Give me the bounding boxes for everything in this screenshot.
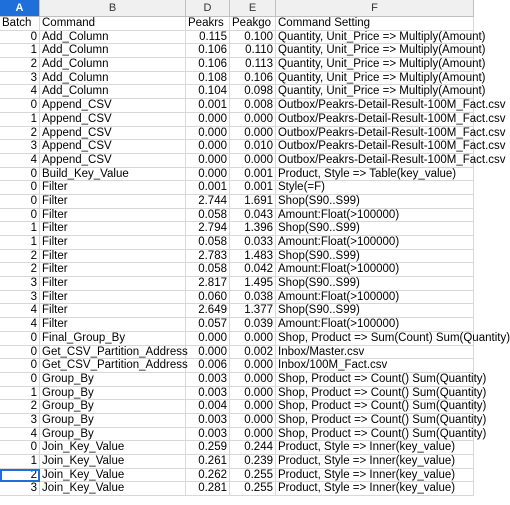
cell-peakgo[interactable]: 1.495 xyxy=(230,277,276,291)
cell-peakrs[interactable]: 0.057 xyxy=(186,318,230,332)
cell-command[interactable]: Filter xyxy=(40,181,186,195)
table-row xyxy=(0,346,474,360)
cell-batch[interactable]: 2 xyxy=(0,400,40,414)
cell-command[interactable]: Filter xyxy=(40,209,186,223)
cell-command-setting[interactable]: Amount:Float(>100000) xyxy=(276,263,474,277)
cell-batch[interactable]: 3 xyxy=(0,291,40,305)
header-row xyxy=(0,17,474,31)
cell-peakrs[interactable]: 2.783 xyxy=(186,250,230,264)
cell-peakrs[interactable]: 0.000 xyxy=(186,346,230,360)
cell-peakgo[interactable]: 0.000 xyxy=(230,400,276,414)
cell-command[interactable]: Join_Key_Value xyxy=(40,441,186,455)
table-row xyxy=(0,277,474,291)
table-row xyxy=(0,441,474,455)
cell-peakrs[interactable]: 0.000 xyxy=(186,127,230,141)
cell-peakgo[interactable]: 0.239 xyxy=(230,455,276,469)
cell-batch[interactable]: 0 xyxy=(0,346,40,360)
cell-command-setting[interactable]: Outbox/Peakrs-Detail-Result-100M_Fact.csv xyxy=(278,99,506,112)
cell-header-command[interactable]: Command xyxy=(40,17,186,31)
cell-command[interactable]: Get_CSV_Partition_Address xyxy=(42,345,188,358)
cell-peakrs[interactable]: 0.006 xyxy=(186,359,230,373)
cell-batch[interactable]: 4 xyxy=(0,428,40,442)
table-row xyxy=(0,112,506,127)
cell-command[interactable]: Filter xyxy=(40,304,186,318)
table-row xyxy=(0,400,487,414)
cell-command-setting[interactable]: Inbox/100M_Fact.csv xyxy=(276,359,474,373)
cell-batch[interactable]: 2 xyxy=(0,263,40,277)
cell-peakgo[interactable]: 0.000 xyxy=(230,359,276,373)
cell-peakrs[interactable]: 0.259 xyxy=(186,441,230,455)
cell-command-setting[interactable]: Quantity, Unit_Price => Multiply(Amount) xyxy=(278,58,486,71)
cell-command[interactable]: Filter xyxy=(40,195,186,209)
cell-command[interactable]: Filter xyxy=(40,250,186,264)
table-row xyxy=(0,181,474,195)
cell-peakrs[interactable]: 0.000 xyxy=(186,154,230,168)
cell-command-setting[interactable]: Shop, Product => Count() Sum(Quantity) xyxy=(278,400,487,413)
cell-command[interactable]: Group_By xyxy=(40,428,186,442)
table-row xyxy=(0,455,474,469)
cell-peakgo[interactable]: 1.691 xyxy=(230,195,276,209)
cell-command-setting[interactable]: Shop, Product => Count() Sum(Quantity) xyxy=(278,427,487,440)
cell-command-setting[interactable]: Shop, Product => Count() Sum(Quantity) xyxy=(278,372,487,385)
cell-peakgo[interactable]: 0.001 xyxy=(230,181,276,195)
cell-command-setting[interactable]: Outbox/Peakrs-Detail-Result-100M_Fact.csv xyxy=(278,112,506,125)
cell-batch[interactable]: 0 xyxy=(0,195,40,209)
cell-command[interactable]: Build_Key_Value xyxy=(40,168,186,182)
cell-command-setting[interactable]: Outbox/Peakrs-Detail-Result-100M_Fact.csv xyxy=(278,126,506,139)
cell-command[interactable]: Append_CSV xyxy=(40,140,186,154)
cell-batch[interactable]: 1 xyxy=(0,455,40,469)
cell-batch[interactable]: 3 xyxy=(0,140,40,154)
cell-command-setting[interactable]: Product, Style => Inner(key_value) xyxy=(276,482,474,496)
cell-peakrs[interactable]: 0.001 xyxy=(186,181,230,195)
cell-peakrs[interactable]: 0.003 xyxy=(186,428,230,442)
column-header-bar xyxy=(0,0,474,17)
cell-peakrs[interactable]: 0.108 xyxy=(186,72,230,86)
cell-peakrs[interactable]: 0.106 xyxy=(186,58,230,72)
cell-peakgo[interactable]: 0.106 xyxy=(230,72,276,86)
cell-command-setting[interactable]: Quantity, Unit_Price => Multiply(Amount) xyxy=(278,30,486,43)
cell-command-setting[interactable]: Shop(S90..S99) xyxy=(276,304,474,318)
cell-command-setting[interactable]: Shop(S90..S99) xyxy=(276,250,474,264)
cell-peakgo[interactable]: 0.000 xyxy=(230,373,276,387)
cell-peakrs[interactable]: 0.001 xyxy=(186,99,230,113)
cell-command-setting[interactable]: Quantity, Unit_Price => Multiply(Amount) xyxy=(278,71,486,84)
cell-batch[interactable]: 2 xyxy=(0,250,40,264)
cell-command-setting[interactable]: Style(=F) xyxy=(276,181,474,195)
cell-command[interactable]: Filter xyxy=(40,236,186,250)
cell-peakrs[interactable]: 0.262 xyxy=(186,469,230,483)
cell-batch[interactable]: 4 xyxy=(0,304,40,318)
cell-peakgo[interactable]: 0.000 xyxy=(230,113,276,127)
table-row xyxy=(0,359,474,373)
table-row xyxy=(0,291,474,305)
cell-command-setting[interactable]: Product, Style => Inner(key_value) xyxy=(276,441,474,455)
cell-command-setting[interactable]: Amount:Float(>100000) xyxy=(276,236,474,250)
column-header-a[interactable]: A xyxy=(0,0,40,16)
cell-peakrs[interactable]: 2.817 xyxy=(186,277,230,291)
cell-batch[interactable]: 2 xyxy=(0,58,40,72)
cell-command[interactable]: Append_CSV xyxy=(40,127,186,141)
cell-command[interactable]: Add_Column xyxy=(40,44,186,58)
cell-batch[interactable]: 0 xyxy=(0,441,40,455)
column-header-d[interactable]: D xyxy=(186,0,230,16)
cell-command-setting[interactable]: Product, Style => Inner(key_value) xyxy=(276,469,474,483)
cell-batch[interactable]: 1 xyxy=(0,44,40,58)
cell-peakgo[interactable]: 0.038 xyxy=(230,291,276,305)
cell-command[interactable]: Filter xyxy=(40,291,186,305)
cell-batch[interactable]: 0 xyxy=(0,99,40,113)
cell-peakgo[interactable]: 0.039 xyxy=(230,318,276,332)
cell-batch[interactable]: 1 xyxy=(0,222,40,236)
cell-command-setting[interactable]: Amount:Float(>100000) xyxy=(276,209,474,223)
table-row xyxy=(0,85,486,99)
cell-command-setting[interactable]: Shop(S90..S99) xyxy=(276,195,474,209)
cell-command-setting[interactable]: Shop(S90..S99) xyxy=(276,222,474,236)
cell-header-batch[interactable]: Batch xyxy=(0,17,40,31)
cell-command-setting[interactable]: Shop(S90..S99) xyxy=(276,277,474,291)
table-row xyxy=(0,250,474,264)
cell-batch[interactable]: 3 xyxy=(0,277,40,291)
cell-peakrs[interactable]: 0.060 xyxy=(186,291,230,305)
cell-batch[interactable]: 1 xyxy=(0,236,40,250)
cell-peakrs[interactable]: 0.003 xyxy=(186,373,230,387)
cell-peakgo[interactable]: 0.000 xyxy=(230,332,276,346)
cell-batch[interactable]: 0 xyxy=(0,359,40,373)
cell-batch[interactable]: 0 xyxy=(0,373,40,387)
cell-peakgo[interactable]: 1.396 xyxy=(230,222,276,236)
cell-batch[interactable]: 4 xyxy=(0,85,40,99)
cell-batch[interactable]: 3 xyxy=(0,414,40,428)
table-row xyxy=(0,469,474,483)
cell-peakrs[interactable]: 2.744 xyxy=(186,195,230,209)
cell-batch[interactable]: 4 xyxy=(0,154,40,168)
table-row xyxy=(0,386,487,401)
cell-batch[interactable]: 1 xyxy=(0,387,40,401)
cell-command[interactable]: Filter xyxy=(40,222,186,236)
cell-peakrs[interactable]: 0.106 xyxy=(186,44,230,58)
cell-peakgo[interactable]: 0.110 xyxy=(230,44,276,58)
cell-peakgo[interactable]: 0.008 xyxy=(230,99,276,113)
cell-command-setting[interactable]: Amount:Float(>100000) xyxy=(276,318,474,332)
cell-command[interactable]: Add_Column xyxy=(40,31,186,45)
cell-peakrs[interactable]: 0.281 xyxy=(186,482,230,496)
column-header-b[interactable]: B xyxy=(40,0,186,16)
cell-command-setting[interactable]: Product, Style => Inner(key_value) xyxy=(276,455,474,469)
cell-peakrs[interactable]: 2.794 xyxy=(186,222,230,236)
cell-command[interactable]: Add_Column xyxy=(40,72,186,86)
cell-peakgo[interactable]: 0.043 xyxy=(230,209,276,223)
cell-batch[interactable]: 0 xyxy=(0,31,40,45)
cell-peakgo[interactable]: 0.042 xyxy=(230,263,276,277)
table-row xyxy=(0,331,510,346)
cell-command[interactable]: Group_By xyxy=(40,387,186,401)
cell-command[interactable]: Append_CSV xyxy=(40,99,186,113)
cell-batch[interactable]: 2 xyxy=(0,127,40,141)
cell-peakgo[interactable]: 0.001 xyxy=(230,168,276,182)
table-row xyxy=(0,168,474,182)
cell-command[interactable]: Group_By xyxy=(40,414,186,428)
table-row xyxy=(0,44,486,58)
cell-peakgo[interactable]: 0.002 xyxy=(230,346,276,360)
cell-peakrs[interactable]: 0.000 xyxy=(186,168,230,182)
cell-peakrs[interactable]: 0.058 xyxy=(186,263,230,277)
cell-command[interactable]: Join_Key_Value xyxy=(40,455,186,469)
cell-peakgo[interactable]: 0.000 xyxy=(230,154,276,168)
table-row xyxy=(0,263,474,277)
cell-command-setting[interactable]: Inbox/Master.csv xyxy=(276,346,474,360)
table-row xyxy=(0,140,506,154)
table-row xyxy=(0,222,474,236)
table-row xyxy=(0,236,474,250)
cell-command-setting[interactable]: Product, Style => Table(key_value) xyxy=(276,168,474,182)
cell-command-setting[interactable]: Quantity, Unit_Price => Multiply(Amount) xyxy=(278,85,486,98)
cell-peakrs[interactable]: 0.004 xyxy=(186,400,230,414)
table-row xyxy=(0,126,506,141)
cell-command-setting[interactable]: Shop, Product => Count() Sum(Quantity) xyxy=(278,413,487,426)
table-row xyxy=(0,318,474,332)
table-row xyxy=(0,372,487,387)
cell-command-setting[interactable]: Outbox/Peakrs-Detail-Result-100M_Fact.csv xyxy=(278,153,506,166)
cell-batch[interactable]: 0 xyxy=(0,181,40,195)
table-row xyxy=(0,427,487,442)
cell-batch[interactable]: 0 xyxy=(0,168,40,182)
cell-peakrs[interactable]: 0.000 xyxy=(186,113,230,127)
cell-peakgo[interactable]: 0.000 xyxy=(230,387,276,401)
cell-command[interactable]: Group_By xyxy=(40,400,186,414)
cell-peakgo[interactable]: 1.377 xyxy=(230,304,276,318)
cell-header-peakrs[interactable]: Peakrs xyxy=(186,17,230,31)
cell-command-setting[interactable]: Outbox/Peakrs-Detail-Result-100M_Fact.csv xyxy=(278,140,506,153)
cell-command[interactable]: Filter xyxy=(40,263,186,277)
cell-peakgo[interactable]: 0.000 xyxy=(230,428,276,442)
cell-peakgo[interactable]: 0.098 xyxy=(230,85,276,99)
cell-header-command-setting[interactable]: Command Setting xyxy=(276,17,474,31)
cell-batch[interactable]: 3 xyxy=(0,482,40,496)
cell-peakrs[interactable]: 0.261 xyxy=(186,455,230,469)
cell-peakrs[interactable]: 0.058 xyxy=(186,209,230,223)
cell-command[interactable]: Get_CSV_Partition_Address xyxy=(42,359,188,372)
cell-command[interactable]: Append_CSV xyxy=(40,113,186,127)
table-row xyxy=(0,71,486,86)
cell-peakgo[interactable]: 0.010 xyxy=(230,140,276,154)
table-row xyxy=(0,413,487,428)
column-header-f[interactable]: F xyxy=(276,0,474,16)
cell-peakrs[interactable]: 0.104 xyxy=(186,85,230,99)
cell-peakrs[interactable]: 2.649 xyxy=(186,304,230,318)
table-row xyxy=(0,30,486,45)
table-row xyxy=(0,58,486,72)
cell-command[interactable]: Add_Column xyxy=(40,58,186,72)
table-row xyxy=(0,304,474,318)
data-rows xyxy=(0,30,510,496)
cell-peakgo[interactable]: 0.100 xyxy=(230,31,276,45)
cell-batch[interactable]: 1 xyxy=(0,113,40,127)
cell-command-setting[interactable]: Shop, Product => Sum(Count) Sum(Quantity) xyxy=(278,331,510,344)
table-row xyxy=(0,99,506,113)
cell-peakrs[interactable]: 0.003 xyxy=(186,414,230,428)
cell-command[interactable]: Join_Key_Value xyxy=(40,482,186,496)
cell-command[interactable]: Group_By xyxy=(40,373,186,387)
cell-peakgo[interactable]: 0.255 xyxy=(230,482,276,496)
cell-command[interactable]: Final_Group_By xyxy=(40,332,186,346)
cell-command[interactable]: Filter xyxy=(40,277,186,291)
cell-batch[interactable]: 3 xyxy=(0,72,40,86)
cell-batch[interactable]: 2 xyxy=(0,469,40,483)
cell-command-setting[interactable]: Shop, Product => Count() Sum(Quantity) xyxy=(278,386,487,399)
cell-batch[interactable]: 4 xyxy=(0,318,40,332)
table-row xyxy=(0,482,474,496)
cell-peakgo[interactable]: 0.113 xyxy=(230,58,276,72)
table-row xyxy=(0,153,506,168)
cell-peakgo[interactable]: 1.483 xyxy=(230,250,276,264)
column-header-e[interactable]: E xyxy=(230,0,276,16)
cell-peakrs[interactable]: 0.000 xyxy=(186,332,230,346)
cell-command[interactable]: Filter xyxy=(40,318,186,332)
table-row xyxy=(0,209,474,223)
cell-command-setting[interactable]: Quantity, Unit_Price => Multiply(Amount) xyxy=(278,44,486,57)
cell-peakgo[interactable]: 0.033 xyxy=(230,236,276,250)
cell-command-setting[interactable]: Amount:Float(>100000) xyxy=(276,291,474,305)
cell-peakgo[interactable]: 0.255 xyxy=(230,469,276,483)
cell-peakrs[interactable]: 0.000 xyxy=(186,140,230,154)
cell-header-peakgo[interactable]: Peakgo xyxy=(230,17,276,31)
cell-peakrs[interactable]: 0.003 xyxy=(186,387,230,401)
table-row xyxy=(0,195,474,209)
cell-peakgo[interactable]: 0.000 xyxy=(230,414,276,428)
cell-command[interactable]: Join_Key_Value xyxy=(40,469,186,483)
cell-peakrs[interactable]: 0.058 xyxy=(186,236,230,250)
cell-peakgo[interactable]: 0.244 xyxy=(230,441,276,455)
cell-peakrs[interactable]: 0.115 xyxy=(186,31,230,45)
cell-batch[interactable]: 0 xyxy=(0,332,40,346)
cell-command[interactable]: Add_Column xyxy=(40,85,186,99)
cell-batch[interactable]: 0 xyxy=(0,209,40,223)
cell-peakgo[interactable]: 0.000 xyxy=(230,127,276,141)
cell-command[interactable]: Append_CSV xyxy=(40,154,186,168)
